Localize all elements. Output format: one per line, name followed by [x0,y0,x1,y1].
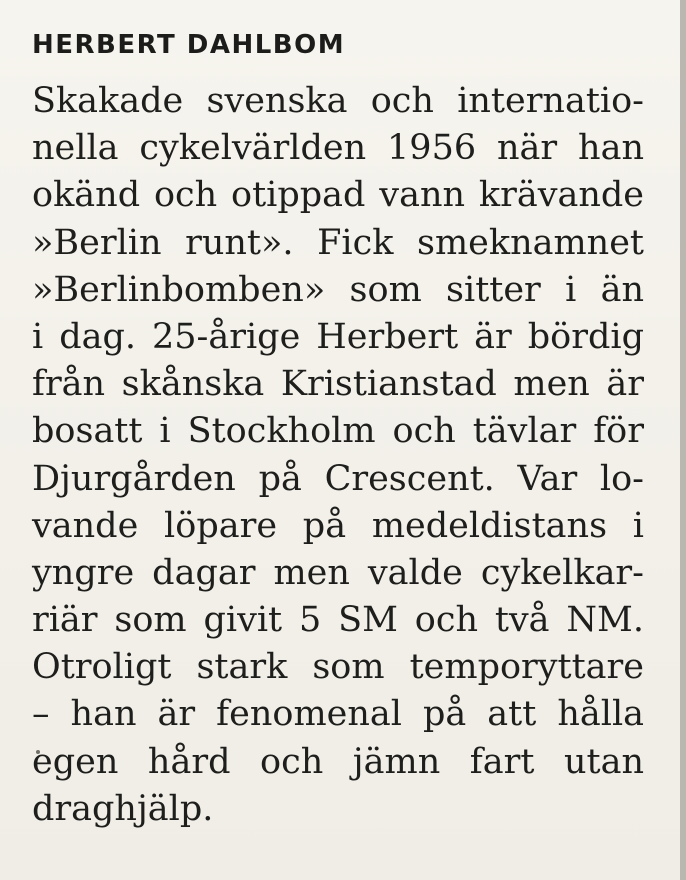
body-line: »Berlin runt». Fick smeknamnet [32,222,644,263]
body-line: Otroligt stark som temporyttare [32,647,644,688]
body-line: vande löpare på medeldistans i [32,505,644,546]
article-body [32,78,644,833]
body-line: bosatt i Stockholm och tävlar för [32,411,644,452]
body-line: nella cykelvärlden 1956 när han [32,128,644,169]
body-line: »Berlinbomben» som sitter i än [32,269,644,310]
body-line: Skakade svenska och internatio- [32,81,644,121]
body-line: egen hård och jämn fart utan [32,741,644,782]
article-heading: HERBERT DAHLBOM [32,30,346,60]
body-line: okänd och otippad vann krävande [32,175,644,216]
body-line: från skånska Kristianstad men är [32,364,644,405]
body-line: draghjälp. [32,788,214,829]
body-line: Djurgården på Crescent. Var lo- [32,458,644,499]
body-line: i dag. 25-årige Herbert är bördig [32,316,644,357]
body-line: – han är fenomenal på att hålla [32,694,644,735]
body-line: yngre dagar men valde cykelkar- [32,552,644,593]
body-line: riär som givit 5 SM och två NM. [32,600,644,641]
